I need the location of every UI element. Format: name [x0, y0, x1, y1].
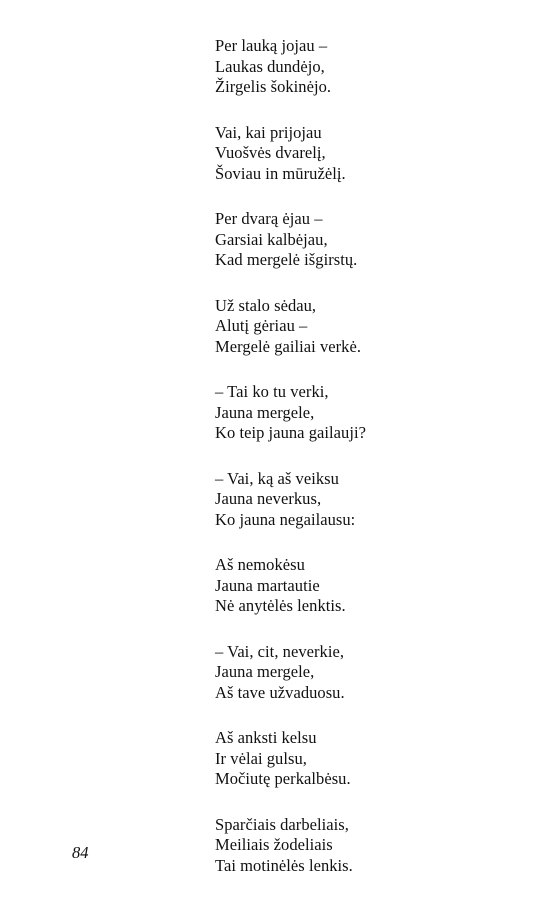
poem-line: Jauna martautie — [215, 575, 320, 595]
stanza — [215, 382, 535, 444]
poem-line: Garsiai kalbėjau, — [215, 229, 328, 249]
poem-line: Aš anksti kelsu — [215, 728, 317, 747]
poem-line: Mergelė gailiai verkė. — [215, 336, 362, 356]
poem-line: Kad mergelė išgirstų. — [215, 250, 358, 269]
poem-line: – Vai, ką aš veiksu — [215, 468, 339, 488]
poem-line: Sparčiais darbeliais, — [215, 814, 349, 834]
poem-line: Žirgelis šokinėjo. — [215, 77, 332, 96]
stanza — [215, 555, 535, 617]
poem-line: Ko jauna negailausu: — [215, 509, 356, 529]
stanza — [215, 209, 535, 271]
poem — [215, 36, 535, 901]
poem-line: Ko teip jauna gailauji? — [215, 423, 366, 442]
poem-line: Jauna mergele, — [215, 662, 315, 681]
poem-line: Ir vėlai gulsu, — [215, 748, 307, 768]
poem-line: Aš tave užvaduosu. — [215, 682, 345, 702]
poem-line: Alutį gėriau – — [215, 316, 308, 335]
stanza — [215, 728, 535, 790]
poem-line: Močiutę perkalbėsu. — [215, 769, 351, 788]
poem-line: Jauna neverkus, — [215, 489, 322, 508]
poem-line: Už stalo sėdau, — [215, 295, 317, 315]
stanza — [215, 296, 535, 358]
poem-line: – Vai, cit, neverkie, — [215, 641, 345, 661]
poem-line: Per dvarą ėjau – — [215, 209, 323, 228]
poem-line: Tai motinėlės lenkis. — [215, 855, 353, 875]
poem-line: – Tai ko tu verki, — [215, 382, 329, 401]
poem-line: Vai, kai prijojau — [215, 122, 322, 142]
poem-line: Vuošvės dvarelį, — [215, 143, 326, 162]
stanza — [215, 642, 535, 704]
stanza — [215, 815, 535, 877]
poem-line: Laukas dundėjo, — [215, 56, 325, 76]
poem-line: Šoviau in mūružėlį. — [215, 163, 346, 183]
poem-line: Jauna mergele, — [215, 402, 315, 422]
stanza — [215, 123, 535, 185]
stanza — [215, 36, 535, 98]
poem-line: Meiliais žodeliais — [215, 835, 333, 854]
stanza — [215, 469, 535, 531]
poem-line: Per lauką jojau – — [215, 36, 328, 55]
poem-line: Nė anytėlės lenktis. — [215, 596, 346, 615]
page-number: 84 — [72, 843, 89, 862]
poem-line: Aš nemokėsu — [215, 555, 305, 574]
